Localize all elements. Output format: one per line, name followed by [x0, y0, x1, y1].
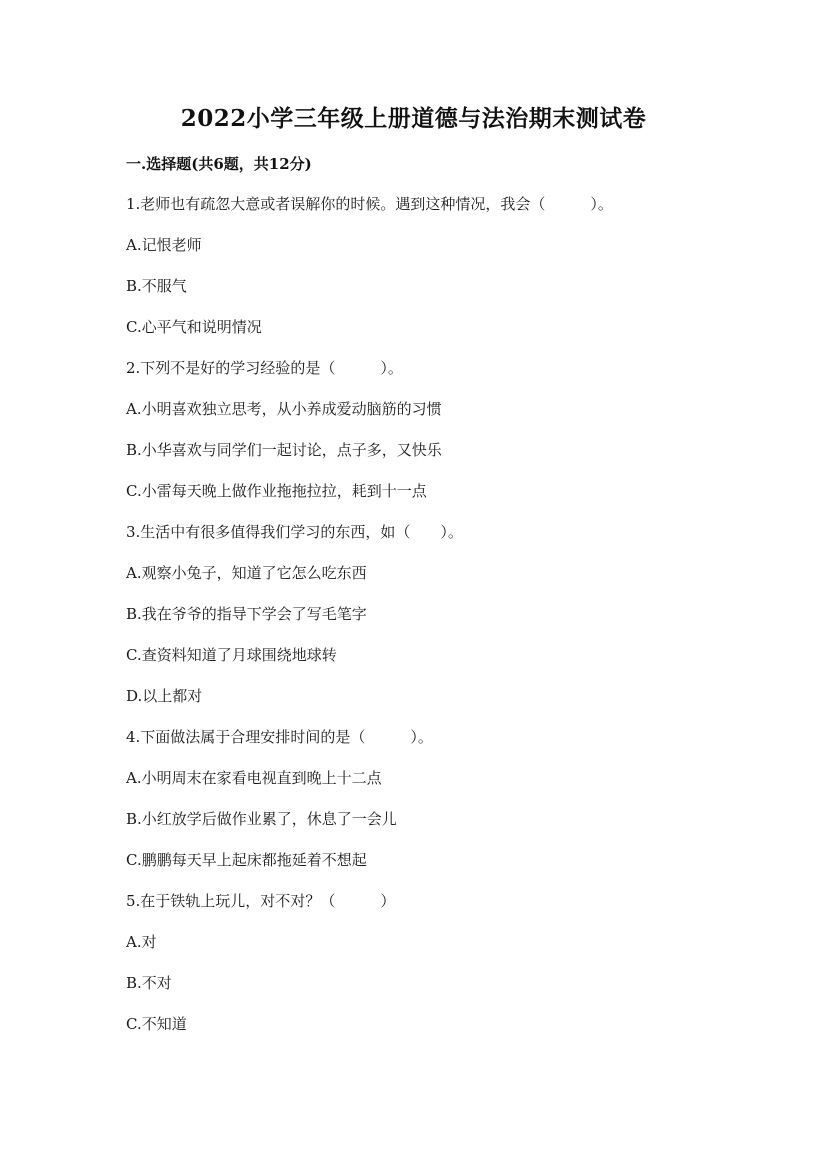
question-1-stem: 1.老师也有疏忽大意或者误解你的时候。遇到这种情况，我会（ ）。: [126, 195, 613, 213]
question-1-option-c: C.心平气和说明情况: [126, 318, 262, 336]
question-3-option-b: B.我在爷爷的指导下学会了写毛笔字: [126, 605, 367, 623]
question-2-option-a: A.小明喜欢独立思考，从小养成爱动脑筋的习惯: [126, 400, 442, 418]
question-3-option-c: C.查资料知道了月球围绕地球转: [126, 646, 337, 664]
question-1-option-b: B.不服气: [126, 277, 187, 295]
question-1-option-a: A.记恨老师: [126, 236, 202, 254]
question-4-stem: 4.下面做法属于合理安排时间的是（ ）。: [126, 728, 433, 746]
section-heading: 一.选择题(共6题，共12分): [126, 155, 312, 173]
question-4-option-a: A.小明周末在家看电视直到晚上十二点: [126, 769, 382, 787]
question-3-option-d: D.以上都对: [126, 687, 203, 705]
question-2-stem: 2.下列不是好的学习经验的是（ ）。: [126, 359, 403, 377]
question-5-stem: 5.在于铁轨上玩儿，对不对？（ ）: [126, 892, 396, 910]
question-list: [126, 194, 726, 1055]
question-2-option-c: C.小雷每天晚上做作业拖拖拉拉，耗到十一点: [126, 482, 427, 500]
question-4-option-b: B.小红放学后做作业累了，休息了一会儿: [126, 810, 397, 828]
document-title: 2022小学三年级上册道德与法治期末测试卷: [180, 105, 647, 132]
question-5-option-b: B.不对: [126, 974, 172, 992]
question-2-option-b: B.小华喜欢与同学们一起讨论，点子多，又快乐: [126, 441, 442, 459]
question-3-stem: 3.生活中有很多值得我们学习的东西，如（ ）。: [126, 523, 463, 541]
question-5-option-a: A.对: [126, 933, 157, 951]
question-5-option-c: C.不知道: [126, 1015, 187, 1033]
question-4-option-c: C.鹏鹏每天早上起床都拖延着不想起: [126, 851, 367, 869]
question-3-option-a: A.观察小兔子，知道了它怎么吃东西: [126, 564, 367, 582]
